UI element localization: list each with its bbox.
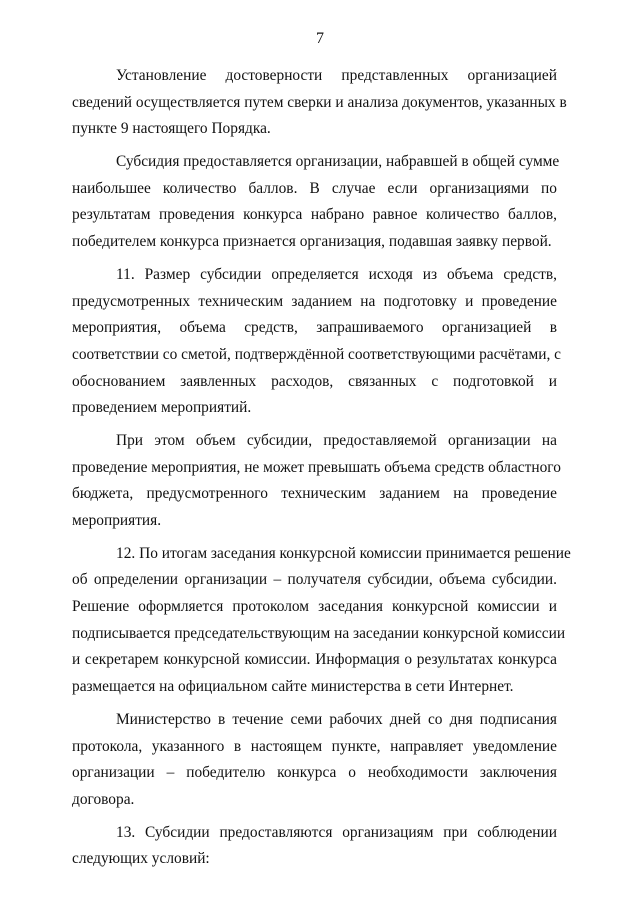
paragraph-item-11 xyxy=(72,262,561,422)
text-line: протокола, указанного в настоящем пункте, направляет уведомление xyxy=(72,737,557,755)
text-line: предусмотренных техническим заданием на подготовку и проведение xyxy=(72,292,557,310)
text-line: мероприятия. xyxy=(72,512,162,529)
text-line: и секретарем конкурсной комиссии. Информация о результатах конкурса xyxy=(72,651,557,669)
text-line: пункте 9 настоящего Порядка. xyxy=(72,120,271,138)
paragraph-subsidy-limit xyxy=(72,428,561,535)
text-line: сведений осуществляется путем сверки и анализа документов, указанных в xyxy=(72,93,567,111)
page-number: 7 xyxy=(316,30,324,47)
text-line: проведение мероприятия, не может превышать объема средств областного xyxy=(72,458,561,476)
text-line: мероприятия, объема средств, запрашиваемого организацией в xyxy=(72,319,557,337)
paragraph-item-13 xyxy=(72,820,557,873)
paragraph-subsidy-winner xyxy=(72,149,560,256)
text-line: Субсидия предоставляется организации, набравшей в общей сумме xyxy=(116,153,560,171)
text-line: При этом объем субсидии, предоставляемой организации на xyxy=(116,431,557,449)
paragraph-verification xyxy=(72,63,567,143)
text-line: об определении организации – получателя субсидии, объема субсидии. xyxy=(72,571,557,589)
text-line: договора. xyxy=(72,790,135,808)
text-line: соответствии со сметой, подтверждённой соответствующими расчётами, с xyxy=(72,345,561,363)
document-body xyxy=(72,63,571,879)
text-line: 13. Субсидии предоставляются организациям при соблюдении xyxy=(116,823,557,841)
text-line: подписывается председательствующим на заседании конкурсной комиссии xyxy=(72,624,566,642)
text-line: 11. Размер субсидии определяется исходя из объема средств, xyxy=(116,265,557,283)
text-line: организации – победителю конкурса о необходимости заключения xyxy=(72,764,557,782)
text-line: Установление достоверности представленных организацией xyxy=(116,67,557,84)
text-line: наибольшее количество баллов. В случае если организациями по xyxy=(72,179,557,197)
text-line: 12. По итогам заседания конкурсной комиссии принимается решение xyxy=(116,544,571,562)
text-line: бюджета, предусмотренного техническим заданием на проведение xyxy=(72,485,557,503)
text-line: следующих условий: xyxy=(72,850,210,868)
text-line: Решение оформляется протоколом заседания конкурсной комиссии и xyxy=(72,598,557,616)
text-line: обоснованием заявленных расходов, связанных с подготовкой и xyxy=(72,372,557,390)
text-line: размещается на официальном сайте министерства в сети Интернет. xyxy=(72,678,514,696)
text-line: результатам проведения конкурса набрано равное количество баллов, xyxy=(72,206,557,224)
paragraph-ministry-notice xyxy=(72,707,557,814)
paragraph-item-12 xyxy=(72,541,571,701)
text-line: победителем конкурса признается организация, подавшая заявку первой. xyxy=(72,233,552,251)
text-line: проведением мероприятий. xyxy=(72,399,252,417)
text-line: Министерство в течение семи рабочих дней со дня подписания xyxy=(116,710,557,728)
